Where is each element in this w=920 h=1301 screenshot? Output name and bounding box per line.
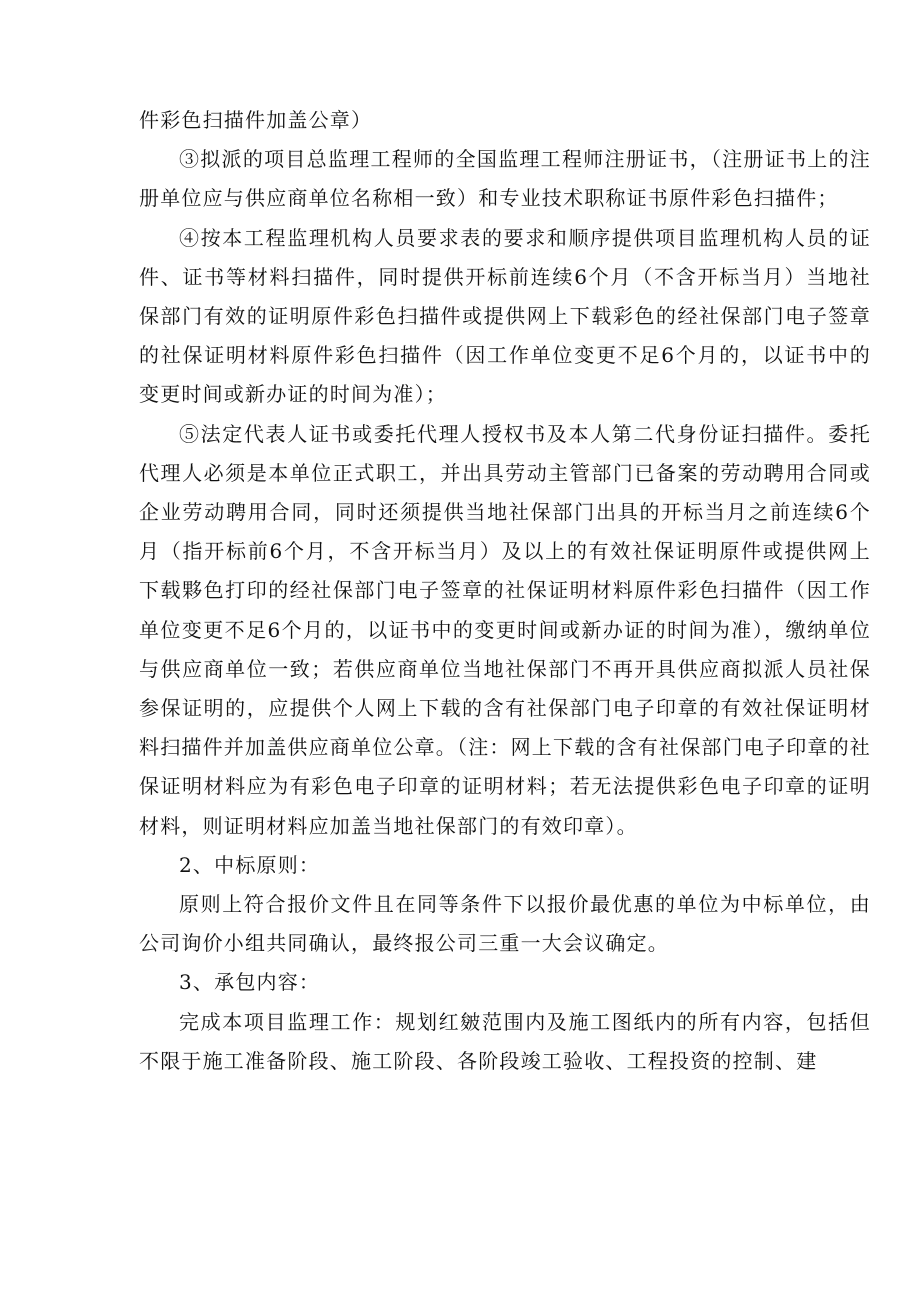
paragraph-award-principle: 原则上符合报价文件且在同等条件下以报价最优惠的单位为中标单位，由公司询价小组共同确认，最终报公司三重一大会议确定。 (139, 892, 871, 956)
paragraph-continuation: 件彩色扫描件加盖公章） (139, 108, 373, 132)
paragraph-item-5: ⑤法定代表人证书或委托代理人授权书及本人第二代身份证扫描件。委托代理人必须是本单位正式职工，并出具劳动主管部门已备案的劳动聘用合同或企业劳动聘用合同，同时还须提供当地社保部门出具的开标当月之前连续6个月（指开标前6个月，不含开标当月）及以上的有效社保证明原件或提供网上下载夥色打印的经社保部门电子签章的社保证明材料原件彩色扫描件（因工作单位变更不足6个月的，以证书中的变更时间或新办证的时间为准），缴纳单位与供应商单位一致；若供应商单位当地社保部门不再开具供应商拟派人员社保参保证明的，应提供个人网上下载的含有社保部门电子印章的有效社保证明材料扫描件并加盖供应商单位公章。（注：网上下载的含有社保部门电子印章的社保证明材料应为有彩色电子印章的证明材料；若无法提供彩色电子印章的证明材料，则证明材料应加盖当地社保部门的有效印章）。 (139, 421, 871, 838)
section-heading-contract-scope: 3、承包内容： (179, 970, 321, 995)
paragraph-item-4: ④按本工程监理机构人员要求表的要求和顺序提供项目监理机构人员的证件、证书等材料扫描件，同时提供开标前连续6个月（不含开标当月）当地社保部门有效的证明原件彩色扫描件或提供网上下载彩色的经社保部门电子签章的社保证明材料原件彩色扫描件（因工作单位变更不足6个月的，以证书中的变更时间或新办证的时间为准）； (139, 225, 871, 407)
paragraph-item-3: ③拟派的项目总监理工程师的全国监理工程师注册证书，（注册证书上的注册单位应与供应商单位名称相一致）和专业技术职称证书原件彩色扫描件； (139, 147, 871, 211)
section-heading-award-principle: 2、中标原则： (179, 852, 321, 877)
document-body (139, 101, 871, 1081)
paragraph-contract-scope: 完成本项目监理工作：规划红皴范围内及施工图纸内的所有内容，包括但不限于施工准备阶段、施工阶段、各阶段竣工验收、工程投资的控制、建 (139, 1009, 871, 1073)
